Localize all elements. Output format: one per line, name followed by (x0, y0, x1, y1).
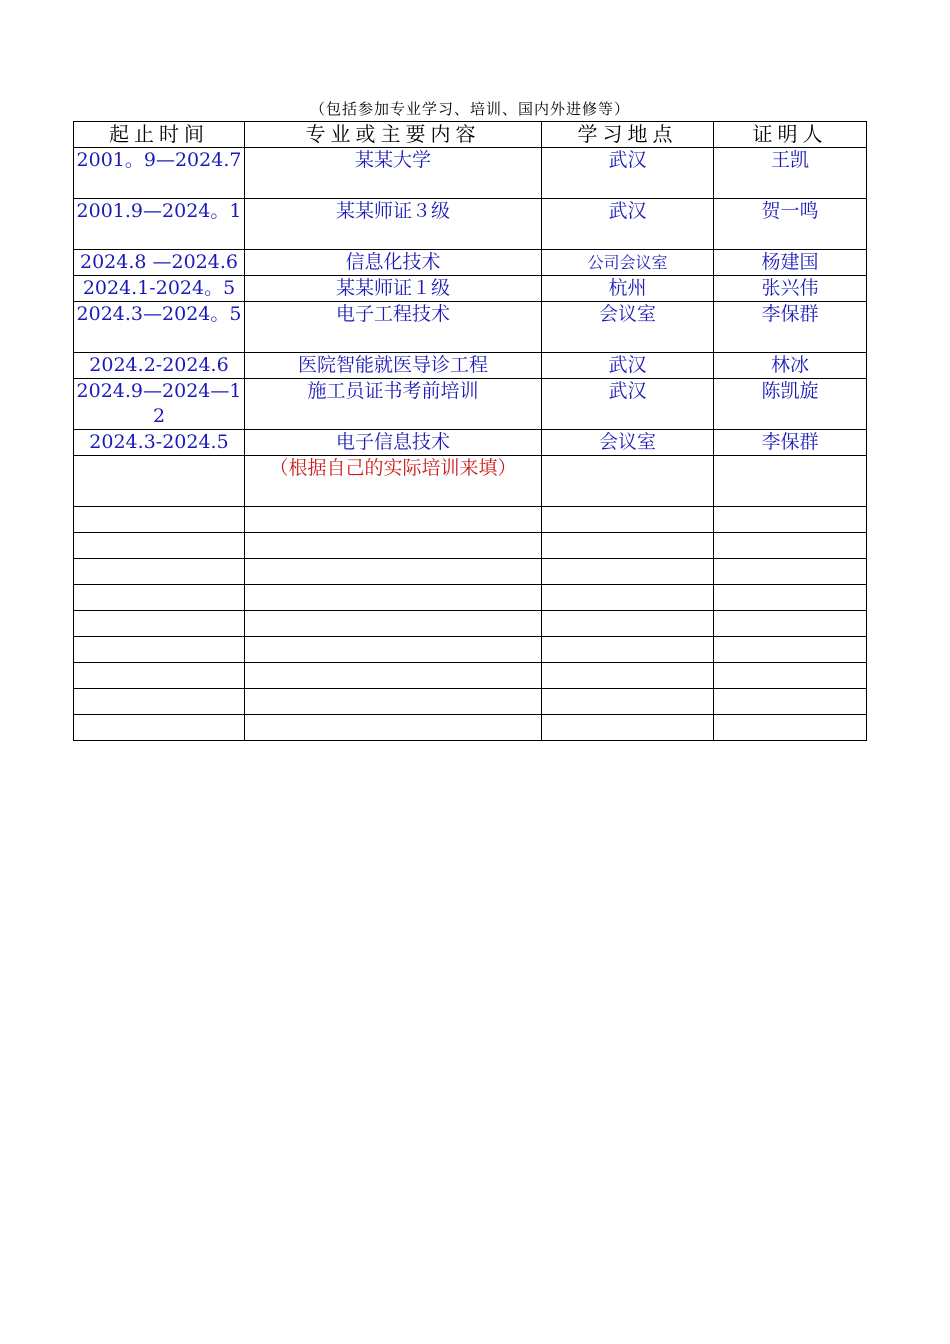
cell-time: 2024.3-2024.5 (74, 430, 245, 456)
table-row (74, 199, 867, 250)
empty-row (74, 533, 867, 559)
empty-cell (542, 689, 714, 715)
empty-cell (245, 611, 542, 637)
cell-time: 2024.1-2024。5 (74, 276, 245, 302)
empty-row (74, 507, 867, 533)
cell-witness: 王凯 (714, 148, 867, 199)
header-row (74, 122, 867, 148)
training-record-table (73, 121, 867, 741)
empty-cell (245, 559, 542, 585)
cell-time: 2024.9—2024—12 (74, 379, 245, 430)
header-content: 专业或主要内容 (245, 122, 542, 148)
cell-place: 武汉 (542, 148, 714, 199)
empty-cell (714, 559, 867, 585)
empty-row (74, 637, 867, 663)
empty-cell (542, 611, 714, 637)
cell-witness: 李保群 (714, 430, 867, 456)
cell-place: 会议室 (542, 430, 714, 456)
cell-place: 会议室 (542, 302, 714, 353)
cell-time: 2024.8 —2024.6 (74, 250, 245, 276)
empty-cell (245, 585, 542, 611)
cell-content: 某某师证３级 (245, 199, 542, 250)
cell-place (542, 456, 714, 507)
table-row (74, 430, 867, 456)
empty-cell (245, 637, 542, 663)
empty-cell (542, 585, 714, 611)
empty-cell (714, 585, 867, 611)
empty-cell (542, 533, 714, 559)
empty-cell (74, 715, 245, 741)
empty-cell (245, 507, 542, 533)
empty-cell (714, 637, 867, 663)
cell-time: 2001.9—2024。1 (74, 199, 245, 250)
cell-place: 公司会议室 (542, 250, 714, 276)
empty-cell (74, 611, 245, 637)
empty-cell (714, 611, 867, 637)
cell-witness: 李保群 (714, 302, 867, 353)
empty-cell (245, 715, 542, 741)
cell-time: 2001。9—2024.7 (74, 148, 245, 199)
empty-cell (542, 663, 714, 689)
empty-cell (245, 533, 542, 559)
cell-time: 2024.3—2024。5 (74, 302, 245, 353)
cell-content: 电子信息技术 (245, 430, 542, 456)
cell-time: 2024.2-2024.6 (74, 353, 245, 379)
empty-cell (714, 507, 867, 533)
cell-content: 电子工程技术 (245, 302, 542, 353)
empty-row (74, 611, 867, 637)
cell-place: 武汉 (542, 379, 714, 430)
cell-witness: 陈凯旋 (714, 379, 867, 430)
empty-cell (245, 689, 542, 715)
cell-witness: 贺一鸣 (714, 199, 867, 250)
empty-row (74, 663, 867, 689)
header-witness: 证明人 (714, 122, 867, 148)
cell-witness: 杨建国 (714, 250, 867, 276)
cell-place: 杭州 (542, 276, 714, 302)
table-row (74, 456, 867, 507)
empty-cell (542, 559, 714, 585)
table-row (74, 302, 867, 353)
cell-place: 武汉 (542, 353, 714, 379)
cell-content-hint: （根据自己的实际培训来填） (245, 456, 542, 507)
empty-cell (714, 689, 867, 715)
empty-cell (542, 715, 714, 741)
empty-cell (74, 663, 245, 689)
table-row (74, 148, 867, 199)
empty-row (74, 585, 867, 611)
cell-witness: 张兴伟 (714, 276, 867, 302)
empty-cell (74, 533, 245, 559)
empty-cell (74, 689, 245, 715)
cell-content: 信息化技术 (245, 250, 542, 276)
empty-cell (542, 637, 714, 663)
empty-row (74, 689, 867, 715)
header-place: 学习地点 (542, 122, 714, 148)
empty-cell (74, 559, 245, 585)
table-note: （包括参加专业学习、培训、国内外进修等） (309, 100, 630, 118)
empty-cell (714, 533, 867, 559)
empty-cell (714, 715, 867, 741)
header-time: 起止时间 (74, 122, 245, 148)
cell-content: 施工员证书考前培训 (245, 379, 542, 430)
cell-witness (714, 456, 867, 507)
cell-place: 武汉 (542, 199, 714, 250)
empty-row (74, 559, 867, 585)
cell-time (74, 456, 245, 507)
table-row (74, 353, 867, 379)
empty-cell (74, 507, 245, 533)
empty-cell (714, 663, 867, 689)
cell-content: 某某师证１级 (245, 276, 542, 302)
table-row (74, 379, 867, 430)
cell-content: 医院智能就医导诊工程 (245, 353, 542, 379)
empty-cell (245, 663, 542, 689)
empty-cell (74, 585, 245, 611)
cell-witness: 林冰 (714, 353, 867, 379)
table-row (74, 250, 867, 276)
cell-content: 某某大学 (245, 148, 542, 199)
empty-row (74, 715, 867, 741)
empty-cell (74, 637, 245, 663)
table-row (74, 276, 867, 302)
empty-cell (542, 507, 714, 533)
